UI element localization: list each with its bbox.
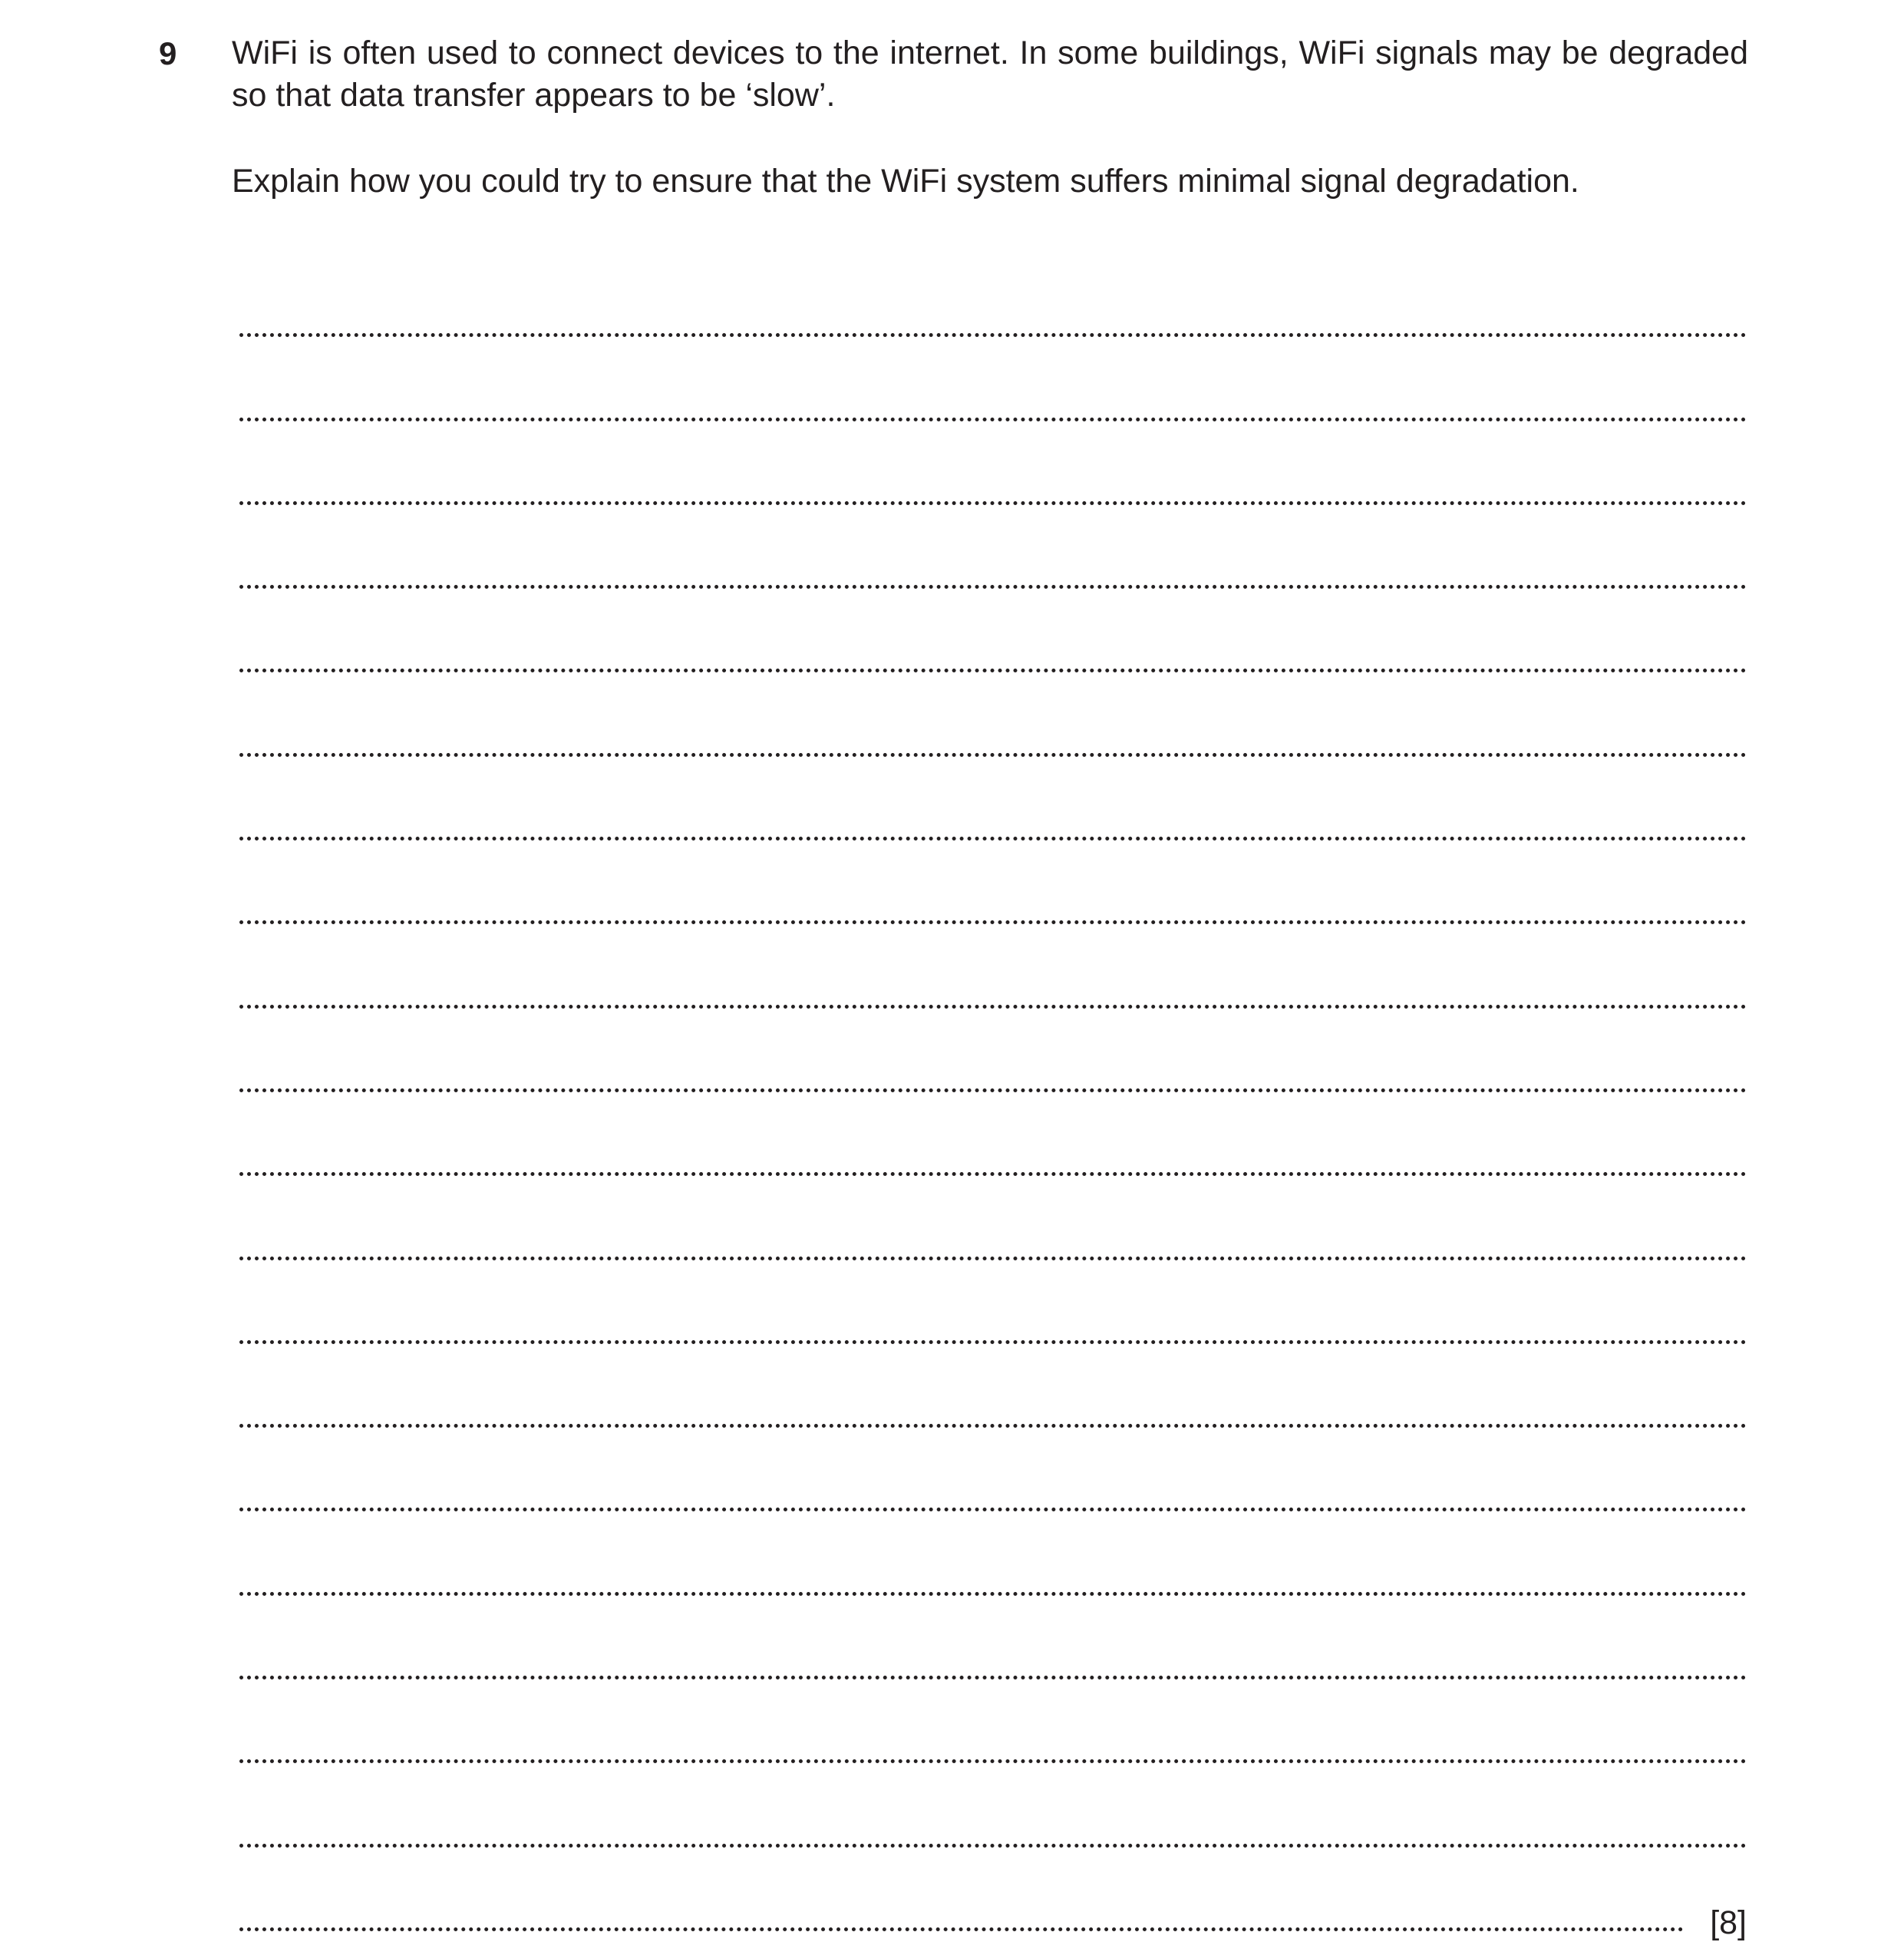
answer-line[interactable]	[239, 1260, 1747, 1344]
answer-line[interactable]	[239, 1596, 1747, 1679]
answer-line[interactable]	[239, 589, 1747, 672]
answer-line[interactable]	[239, 421, 1747, 505]
question-number: 9	[159, 35, 177, 71]
answer-line[interactable]	[239, 253, 1747, 337]
marks-label: [8]	[1710, 1904, 1747, 1941]
answer-line[interactable]	[239, 1092, 1747, 1176]
answer-line[interactable]	[239, 1428, 1747, 1511]
answer-line[interactable]	[239, 1848, 1747, 1941]
answer-area[interactable]	[239, 253, 1747, 1941]
dotted-rule	[239, 1927, 1684, 1931]
answer-line[interactable]	[239, 1009, 1747, 1092]
answer-line[interactable]	[239, 505, 1747, 589]
answer-line[interactable]	[239, 672, 1747, 756]
answer-line[interactable]	[239, 841, 1747, 924]
answer-line[interactable]	[239, 337, 1747, 421]
question-instruction: Explain how you could try to ensure that the WiFi system suffers minimal signal degradation.	[232, 163, 1579, 200]
answer-line[interactable]	[239, 924, 1747, 1008]
answer-line[interactable]	[239, 1679, 1747, 1763]
question-stem: WiFi is often used to connect devices to the internet. In some buildings, WiFi signals may be degraded so that data transfer appears to be ‘slow’.	[232, 35, 1748, 114]
answer-line[interactable]	[239, 1344, 1747, 1428]
answer-line[interactable]	[239, 757, 1747, 841]
answer-line[interactable]	[239, 1763, 1747, 1847]
answer-line[interactable]	[239, 1511, 1747, 1595]
answer-line[interactable]	[239, 1176, 1747, 1260]
